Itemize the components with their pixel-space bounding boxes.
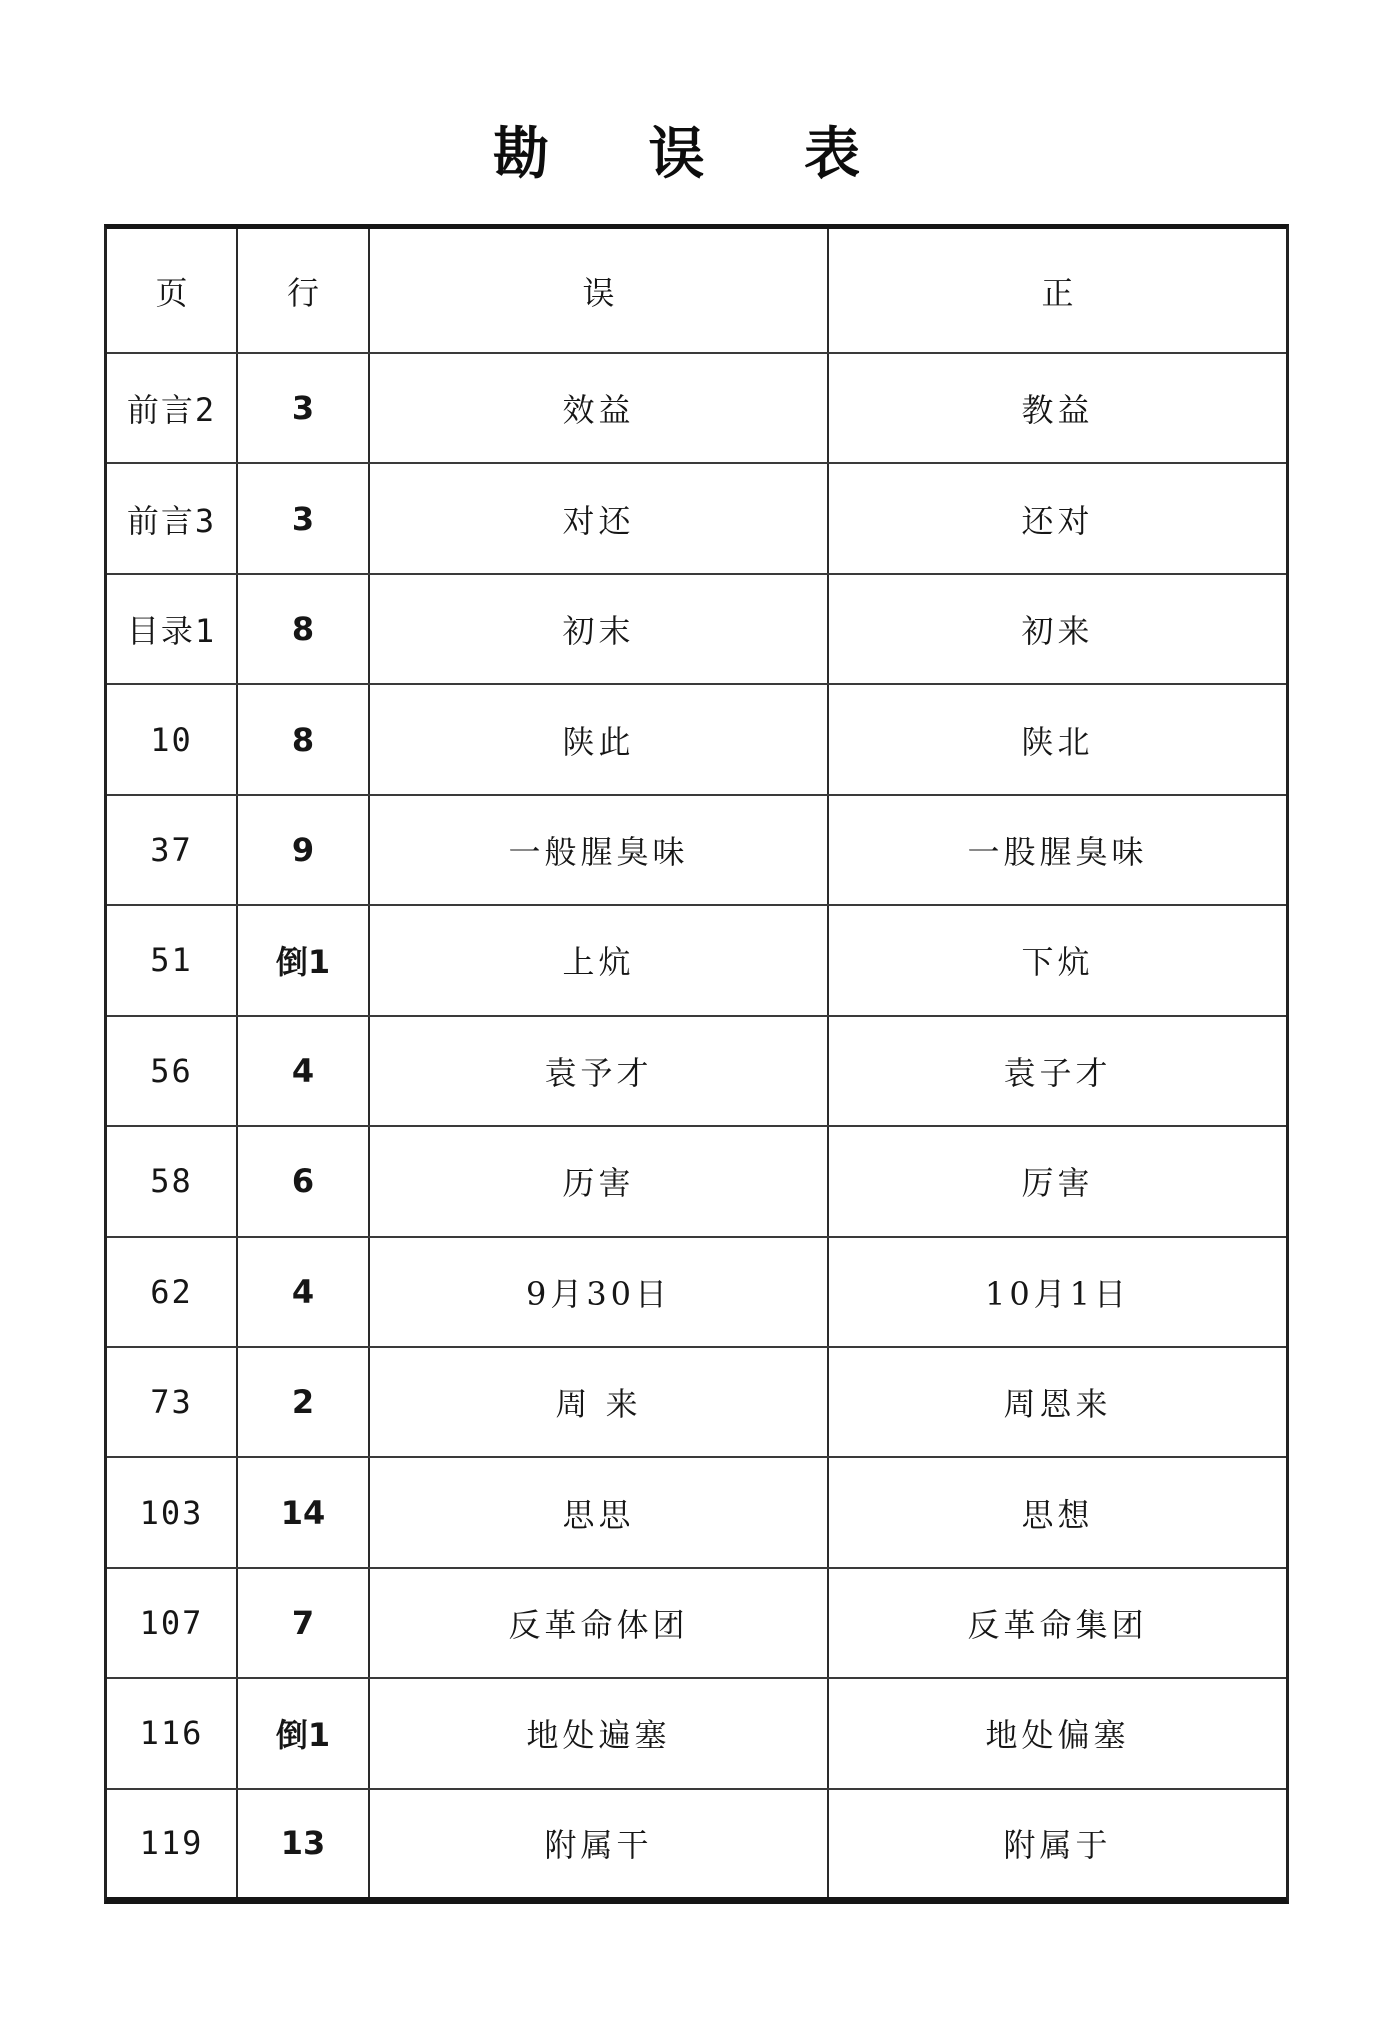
cell-wrong: 地处遍塞 — [369, 1678, 828, 1788]
cell-page: 56 — [107, 1016, 237, 1126]
cell-right: 初来 — [828, 574, 1286, 684]
cell-right: 厉害 — [828, 1126, 1286, 1236]
cell-wrong: 一般腥臭味 — [369, 795, 828, 905]
cell-right: 反革命集团 — [828, 1568, 1286, 1678]
cell-page: 58 — [107, 1126, 237, 1236]
table-row — [107, 574, 1286, 684]
cell-right: 10月1日 — [828, 1237, 1286, 1347]
table-row — [107, 1126, 1286, 1236]
cell-page: 62 — [107, 1237, 237, 1347]
table-row — [107, 353, 1286, 463]
page-title: 勘 误 表 — [493, 121, 900, 187]
table-row — [107, 1237, 1286, 1347]
errata-table — [107, 229, 1286, 1897]
cell-line: 14 — [237, 1457, 369, 1567]
table-row — [107, 1016, 1286, 1126]
cell-wrong: 9月30日 — [369, 1237, 828, 1347]
cell-line: 倒1 — [237, 905, 369, 1015]
cell-right: 一股腥臭味 — [828, 795, 1286, 905]
cell-page: 前言2 — [107, 353, 237, 463]
cell-right: 周恩来 — [828, 1347, 1286, 1457]
table-row — [107, 905, 1286, 1015]
cell-right: 还对 — [828, 463, 1286, 573]
cell-wrong: 对还 — [369, 463, 828, 573]
cell-right: 教益 — [828, 353, 1286, 463]
cell-page: 103 — [107, 1457, 237, 1567]
cell-line: 7 — [237, 1568, 369, 1678]
cell-line: 3 — [237, 463, 369, 573]
cell-line: 8 — [237, 574, 369, 684]
table-row — [107, 463, 1286, 573]
cell-wrong: 周 来 — [369, 1347, 828, 1457]
table-row — [107, 684, 1286, 794]
cell-line: 2 — [237, 1347, 369, 1457]
cell-line: 8 — [237, 684, 369, 794]
cell-page: 73 — [107, 1347, 237, 1457]
cell-line: 3 — [237, 353, 369, 463]
cell-right: 附属于 — [1003, 1826, 1112, 1865]
table-row — [107, 1568, 1286, 1678]
cell-right: 地处偏塞 — [828, 1678, 1286, 1788]
cell-page: 107 — [107, 1568, 237, 1678]
cell-wrong: 思思 — [369, 1457, 828, 1567]
cell-line: 9 — [237, 795, 369, 905]
cell-line: 4 — [237, 1237, 369, 1347]
cell-wrong: 陕此 — [369, 684, 828, 794]
cell-wrong: 附属干 — [369, 1789, 828, 1897]
header-line: 行 — [237, 229, 369, 353]
table-row — [107, 1457, 1286, 1567]
cell-line: 倒1 — [237, 1678, 369, 1788]
cell-line: 4 — [237, 1016, 369, 1126]
cell-right: 下炕 — [828, 905, 1286, 1015]
table-row — [107, 795, 1286, 905]
cell-right: 袁子才 — [828, 1016, 1286, 1126]
cell-right: 陕北 — [828, 684, 1286, 794]
cell-page: 目录1 — [107, 574, 237, 684]
cell-wrong: 效益 — [369, 353, 828, 463]
cell-line: 13 — [237, 1789, 369, 1897]
header-page: 页 — [107, 229, 237, 353]
cell-page: 119 — [107, 1789, 237, 1897]
cell-page: 51 — [107, 905, 237, 1015]
table-row — [107, 1347, 1286, 1457]
cell-page: 前言3 — [107, 463, 237, 573]
cell-page: 116 — [107, 1678, 237, 1788]
errata-table-frame — [104, 224, 1289, 1904]
header-right: 正 — [828, 229, 1286, 353]
table-row — [107, 1678, 1286, 1788]
cell-page: 37 — [107, 795, 237, 905]
cell-wrong: 初末 — [369, 574, 828, 684]
table-row — [107, 1789, 1286, 1897]
header-row — [107, 229, 1286, 353]
cell-wrong: 上炕 — [369, 905, 828, 1015]
cell-page: 10 — [107, 684, 237, 794]
cell-wrong: 袁予才 — [369, 1016, 828, 1126]
cell-wrong: 反革命体团 — [369, 1568, 828, 1678]
cell-line: 6 — [237, 1126, 369, 1236]
header-wrong: 误 — [369, 229, 828, 353]
cell-wrong: 历害 — [369, 1126, 828, 1236]
cell-right: 思想 — [828, 1457, 1286, 1567]
